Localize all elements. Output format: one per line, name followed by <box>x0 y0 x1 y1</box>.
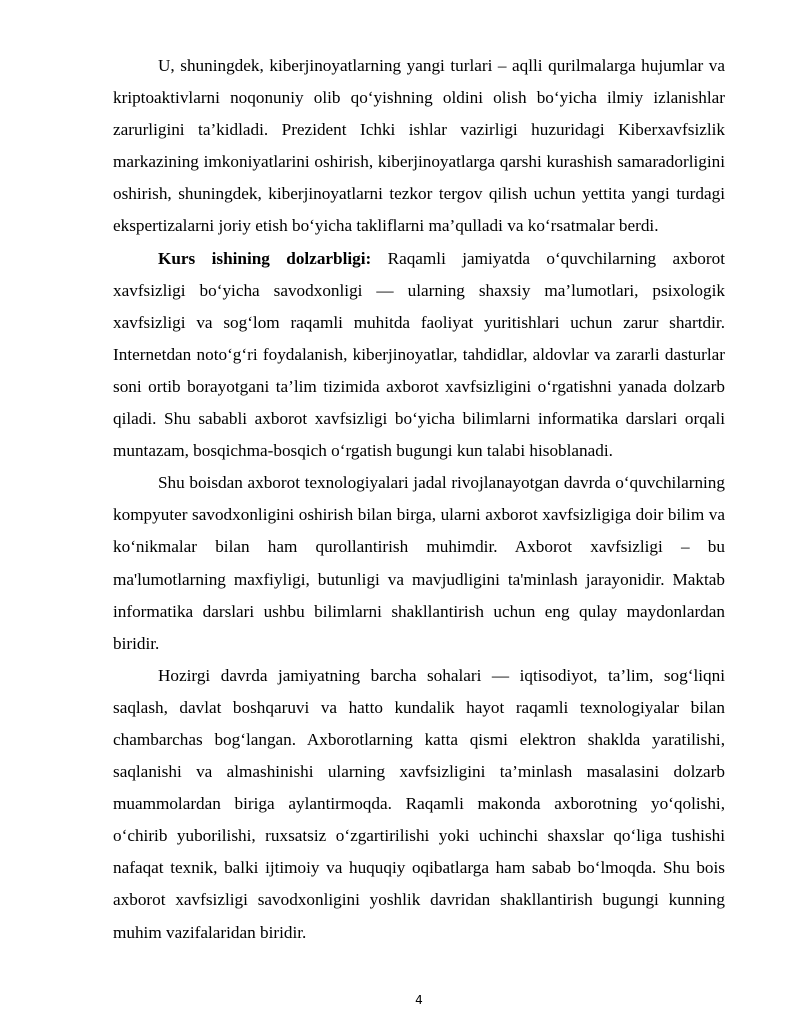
paragraph-text: Raqamli jamiyatda o‘quvchilarning axborot xavfsizligi bo‘yicha savodxonligi — ularning shaxsiy ma’lumotlari, psixologik xavfsizligi va sog‘lom raqamli muhitda faoliyat yuritishlari uchun zarur shartdir. Internetdan noto‘g‘ri foydalanish, kiberjinoyatlar, tahdidlar, aldovlar va zararli dasturlar soni ortib borayotgani ta’lim tizimida axborot xavfsizligini o‘rgatishni yanada dolzarb qiladi. Shu sababli axborot xavfsizligi bo‘yicha bilimlarni informatika darslari orqali muntazam, bosqichma-bosqich o‘rgatish bugungi kun talabi hisoblanadi. <box>113 248 725 461</box>
paragraph-cybercrime-proposals <box>113 50 725 243</box>
paragraph-course-relevance <box>113 243 725 468</box>
paragraph-text: Shu boisdan axborot texnologiyalari jadal rivojlanayotgan davrda o‘quvchilarning kompyuter savodxonligini oshirish bilan birga, ularni axborot xavfsizligiga doir bilim va ko‘nikmalar bilan ham qurollantirish muhimdir. Axborot xavfsizligi – bu ma'lumotlarning maxfiyligi, butunligi va mavjudligini ta'minlash jarayonidir. Maktab informatika darslari ushbu bilimlarni shakllantirish uchun eng qulay maydonlardan biridir. <box>113 473 725 653</box>
paragraph-computer-literacy <box>113 467 725 660</box>
page-number: 4 <box>415 993 423 1007</box>
paragraph-digital-society <box>113 660 725 949</box>
document-page <box>113 50 725 949</box>
paragraph-lead-bold: Kurs ishining dolzarbligi: <box>158 248 372 268</box>
paragraph-text: Hozirgi davrda jamiyatning barcha sohalari — iqtisodiyot, ta’lim, sog‘liqni saqlash, davlat boshqaruvi va hatto kundalik hayot raqamli texnologiyalar bilan chambarchas bog‘langan. Axborotlarning katta qismi elektron shaklda yaratilishi, saqlanishi va almashinishi ularning xavfsizligini ta’minlash masalasini dolzarb muammolardan biriga aylantirmoqda. Raqamli makonda axborotning yo‘qolishi, o‘chirib yuborilishi, ruxsatsiz o‘zgartirilishi yoki uchinchi shaxslar qo‘liga tushishi nafaqat texnik, balki ijtimoiy va huquqiy oqibatlarga ham sabab bo‘lmoqda. Shu bois axborot xavfsizligi savodxonligini yoshlik davridan shakllantirish bugungi kunning muhim vazifalaridan biridir. <box>113 665 725 942</box>
paragraph-text: U, shuningdek, kiberjinoyatlarning yangi turlari – aqlli qurilmalarga hujumlar va kriptoaktivlarni noqonuniy olib qo‘yishning oldini olish bo‘yicha ilmiy izlanishlar zarurligini ta’kidladi. Prezident Ichki ishlar vazirligi huzuridagi Kiberxavfsizlik markazining imkoniyatlarini oshirish, kiberjinoyatlarga qarshi kurashish samaradorligini oshirish, shuningdek, kiberjinoyatlarni tezkor tergov qilish uchun yettita yangi turdagi ekspertizalarni joriy etish bo‘yicha takliflarni ma’qulladi va ko‘rsatmalar berdi. <box>113 56 725 236</box>
